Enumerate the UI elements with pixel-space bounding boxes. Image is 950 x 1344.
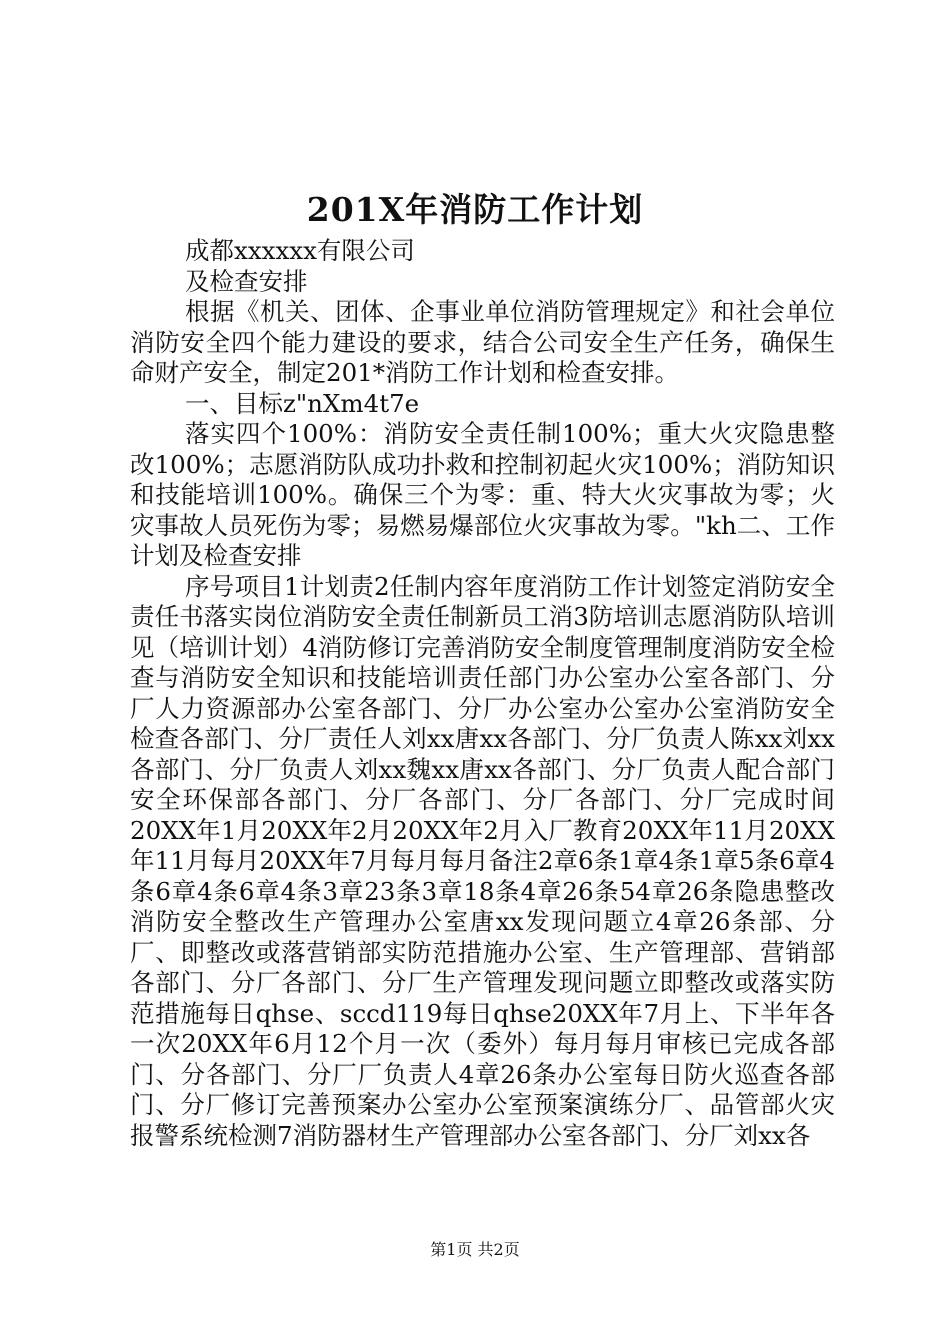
intro-paragraph: 根据《机关、团体、企事业单位消防管理规定》和社会单位消防安全四个能力建设的要求，结合公司安全生产任务，确保生命财产安全，制定201*消防工作计划和检查安排。 [130,297,835,387]
document-body [130,236,835,1151]
subtitle-line: 及检查安排 [185,266,308,296]
section-heading-goals: 一、目标z"nXm4t7e [185,388,420,418]
goals-paragraph: 落实四个100%：消防安全责任制100%；重大火灾隐患整改100%；志愿消防队成功扑救和控制初起火灾100%；消防知识和技能培训100%。确保三个为零：重、特大火灾事故为零；火灾事故人员死伤为零；易燃易爆部位火灾事故为零。"kh二、工作计划及检查安排 [130,419,835,570]
company-name: 成都xxxxxx有限公司 [185,236,415,265]
document-title: 201X年消防工作计划 [306,190,644,229]
plan-table-text: 序号项目1计划责2任制内容年度消防工作计划签定消防安全责任书落实岗位消防安全责任制新员工消3防培训志愿消防队培训见（培训计划）4消防修订完善消防安全制度管理制度消防安全检查与消防安全知识和技能培训责任部门办公室办公室各部门、分厂人力资源部办公室各部门、分厂办公室办公室办公室消防安全检查各部门、分厂责任人刘xx唐xx各部门、分厂负责人陈xx刘xx各部门、分厂负责人刘xx魏xx唐xx各部门、分厂负责人配合部门安全环保部各部门、分厂各部门、分厂各部门、分厂完成时间20XX年1月20XX年2月20XX年2月入厂教育20XX年11月20XX年11月每月20XX年7月每月每月备注2章6条1章4条1章5条6章4条6章4条6章4条3章23条3章18条4章26条54章26条隐患整改消防安全整改生产管理办公室唐xx发现问题立4章26条部、分厂、即整改或落营销部实防范措施办公室、生产管理部、营销部各部门、分厂各部门、分厂生产管理发现问题立即整改或落实防范措施每日qhse、sccd119每日qhse20XX年7月上、下半年各一次20XX年6月12个月一次（委外）每月每月审核已完成各部门、分各部门、分厂厂负责人4章26条办公室每日防火巡查各部门、分厂修订完善预案办公室办公室预案演练分厂、品管部火灾报警系统检测7消防器材生产管理部办公室各部门、分厂刘xx各 [130,571,835,1150]
page-footer: 第1页 共2页 [430,1240,520,1259]
